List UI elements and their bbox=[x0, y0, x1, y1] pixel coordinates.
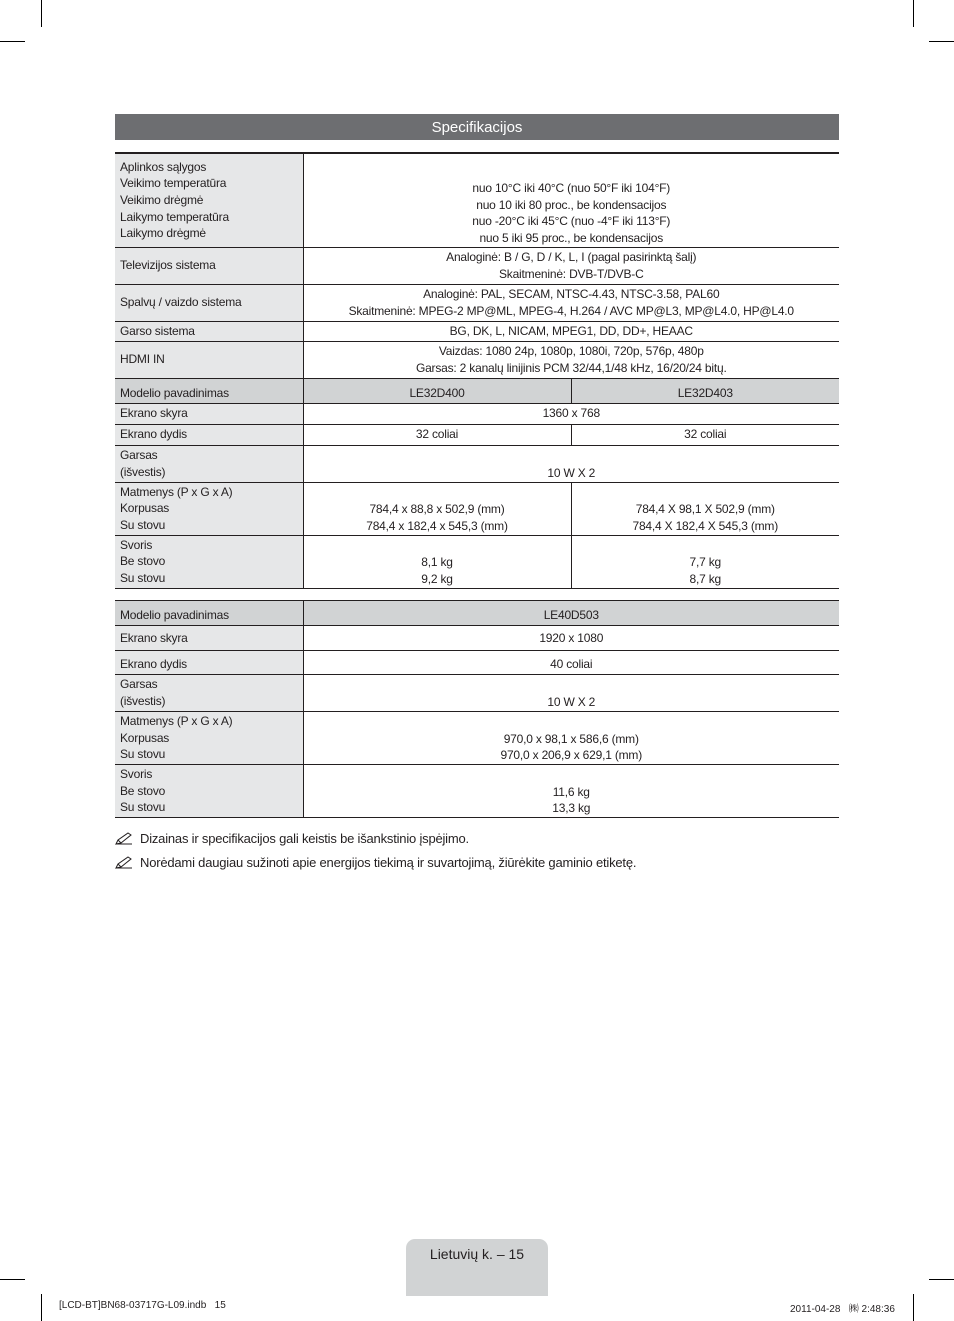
crop-mark bbox=[41, 0, 42, 27]
model-label: Modelio pavadinimas bbox=[115, 378, 303, 403]
model-value: LE32D400 bbox=[303, 378, 571, 403]
table-row bbox=[115, 712, 839, 765]
footer-timestamp: 2011-04-28 ㈱ 2:48:36 bbox=[790, 1304, 895, 1315]
color-system-label: Spalvų / vaizdo sistema bbox=[115, 284, 303, 321]
page-number: Lietuvių k. – 15 bbox=[429, 1246, 525, 1262]
footer-file: [LCD-BT]BN68-03717G-L09.indb 15 bbox=[59, 1300, 226, 1311]
screen-size-label: Ekrano dydis bbox=[115, 424, 303, 445]
section-title: Specifikacijos bbox=[115, 114, 839, 140]
tv-system-label: Televizijos sistema bbox=[115, 247, 303, 284]
note-item bbox=[115, 855, 636, 870]
table-row bbox=[115, 482, 839, 535]
table-row bbox=[115, 378, 839, 403]
sound-label: Garsas (išvestis) bbox=[115, 445, 303, 482]
table-row bbox=[115, 284, 839, 321]
table-row bbox=[115, 153, 839, 247]
table-row bbox=[115, 535, 839, 588]
table-row bbox=[115, 424, 839, 445]
table-row bbox=[115, 765, 839, 818]
model-value: LE40D503 bbox=[303, 601, 839, 626]
weight-label: Svoris Be stovo Su stovu bbox=[115, 765, 303, 818]
table-row bbox=[115, 321, 839, 341]
weight-label: Svoris Be stovo Su stovu bbox=[115, 535, 303, 588]
sound-value: 10 W X 2 bbox=[303, 675, 839, 712]
table-row bbox=[115, 601, 839, 626]
table-row bbox=[115, 626, 839, 651]
sound-system-value: BG, DK, L, NICAM, MPEG1, DD, DD+, HEAAC bbox=[303, 321, 839, 341]
pencil-icon bbox=[115, 856, 133, 870]
crop-mark bbox=[41, 1294, 42, 1321]
screen-size-label: Ekrano dydis bbox=[115, 651, 303, 675]
weight-value: 11,6 kg 13,3 kg bbox=[303, 765, 839, 818]
spec-table-2 bbox=[115, 600, 839, 818]
pencil-icon bbox=[115, 832, 133, 846]
dimensions-value: 784,4 X 98,1 X 502,9 (mm) 784,4 X 182,4 X 545,3 (mm) bbox=[571, 482, 839, 535]
spec-table-1 bbox=[115, 152, 839, 589]
note-text: Dizainas ir specifikacijos gali keistis be išankstinio įspėjimo. bbox=[140, 831, 469, 846]
sound-label: Garsas (išvestis) bbox=[115, 675, 303, 712]
dimensions-value: 784,4 x 88,8 x 502,9 (mm) 784,4 x 182,4 x 545,3 (mm) bbox=[303, 482, 571, 535]
screen-size-value: 40 coliai bbox=[303, 651, 839, 675]
screen-size-value: 32 coliai bbox=[303, 424, 571, 445]
table-row bbox=[115, 247, 839, 284]
table-row bbox=[115, 341, 839, 378]
resolution-value: 1360 x 768 bbox=[303, 403, 839, 424]
crop-mark bbox=[913, 0, 914, 27]
crop-mark bbox=[0, 41, 25, 42]
resolution-label: Ekrano skyra bbox=[115, 626, 303, 651]
screen-size-value: 32 coliai bbox=[571, 424, 839, 445]
hdmi-label: HDMI IN bbox=[115, 341, 303, 378]
note-text: Norėdami daugiau sužinoti apie energijos tiekimą ir suvartojimą, žiūrėkite gaminio etiketę. bbox=[140, 855, 637, 870]
tv-system-value: Analoginė: B / G, D / K, L, I (pagal pasirinktą šalį) Skaitmeninė: DVB-T/DVB-C bbox=[303, 247, 839, 284]
hdmi-value: Vaizdas: 1080 24p, 1080p, 1080i, 720p, 576p, 480p Garsas: 2 kanalų linijinis PCM 32/44,1/48 kHz, 16/20/24 bitų. bbox=[303, 341, 839, 378]
weight-value: 7,7 kg 8,7 kg bbox=[571, 535, 839, 588]
env-value: nuo 10°C iki 40°C (nuo 50°F iki 104°F) nuo 10 iki 80 proc., be kondensacijos nuo -20°C iki 45°C (nuo -4°F iki 113°F) nuo 5 iki 95 proc., be kondensacijos bbox=[303, 153, 839, 247]
weight-value: 8,1 kg 9,2 kg bbox=[303, 535, 571, 588]
dimensions-label: Matmenys (P x G x A) Korpusas Su stovu bbox=[115, 712, 303, 765]
note-item bbox=[115, 831, 469, 846]
resolution-value: 1920 x 1080 bbox=[303, 626, 839, 651]
env-label: Aplinkos sąlygos Veikimo temperatūra Veikimo drėgmė Laikymo temperatūra Laikymo drėgmė bbox=[115, 153, 303, 247]
crop-mark bbox=[929, 41, 954, 42]
table-row bbox=[115, 651, 839, 675]
table-row bbox=[115, 675, 839, 712]
table-row bbox=[115, 445, 839, 482]
color-system-value: Analoginė: PAL, SECAM, NTSC-4.43, NTSC-3.58, PAL60 Skaitmeninė: MPEG-2 MP@ML, MPEG-4, H.264 / AVC MP@L3, MP@L4.0, HP@L4.0 bbox=[303, 284, 839, 321]
crop-mark bbox=[0, 1279, 25, 1280]
crop-mark bbox=[913, 1294, 914, 1321]
sound-value: 10 W X 2 bbox=[303, 445, 839, 482]
dimensions-value: 970,0 x 98,1 x 586,6 (mm) 970,0 x 206,9 x 629,1 (mm) bbox=[303, 712, 839, 765]
sound-system-label: Garso sistema bbox=[115, 321, 303, 341]
dimensions-label: Matmenys (P x G x A) Korpusas Su stovu bbox=[115, 482, 303, 535]
table-row bbox=[115, 403, 839, 424]
crop-mark bbox=[929, 1279, 954, 1280]
model-label: Modelio pavadinimas bbox=[115, 601, 303, 626]
model-value: LE32D403 bbox=[571, 378, 839, 403]
resolution-label: Ekrano skyra bbox=[115, 403, 303, 424]
